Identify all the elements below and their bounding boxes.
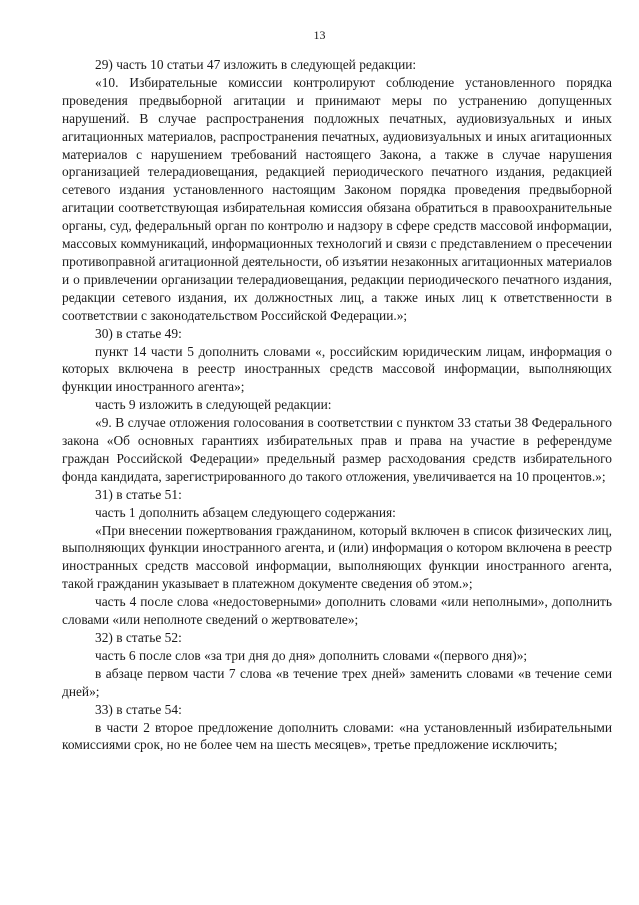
paragraph-quote-part-9: «9. В случае отложения голосования в соответствии с пунктом 33 статьи 38 Федерального закона «Об основных гарантиях избирательных прав и права на участие в референдуме граждан Российской Федерации» предельный размер расходования средств избирательного фонда кандидата, зарегистрированного до такого отложения, увеличивается на 10 процентов.»; [62,415,612,484]
paragraph-amend-clause-14: пункт 14 части 5 дополнить словами «, российским юридическим лицам, информация о которых включена в реестр иностранных средств массовой информации, выполняющих функции иностранного агента»; [62,343,612,395]
paragraph-item-29: 29) часть 10 статьи 47 изложить в следующей редакции: [95,57,417,72]
paragraph-part-1-heading: часть 1 дополнить абзацем следующего содержания: [95,504,396,520]
paragraph-item-30: 30) в статье 49: [95,325,182,341]
paragraph-part-9-heading: часть 9 изложить в следующей редакции: [95,397,332,413]
paragraph-item-32: 32) в статье 52: [95,630,182,645]
paragraph-part-7-amend: в абзаце первом части 7 слова «в течение трех дней» заменить словами «в течение семи дней»; [62,665,612,699]
paragraph-item-31: 31) в статье 51: [95,486,182,502]
paragraph-quote-part-10: «10. Избирательные комиссии контролируют соблюдение установленного порядка проведения предвыборной агитации и принимают меры по устранению допущенных нарушений. В случае распространения подложных печатных, аудиовизуальных и иных агитационных материалов, распространения печатных, аудиовизуальных и иных агитационных материалов с нарушением требований настоящего Закона, а также в случае нарушения организацией телерадиовещания, редакцией периодического печатного издания, редакцией сетевого издания установленного настоящим Законом порядка проведения предвыборной агитации соответствующая избирательная комиссия обязана обратиться в правоохранительные органы, суд, федеральный орган по контролю и надзору в сфере средств массовой информации, массовых коммуникаций, информационных технологий и связи с представлением о пресечении противоправной агитационной деятельности, об изъятии незаконных агитационных материалов и о привлечении организации телерадиовещания, редакции периодического печатного издания, редакции сетевого издания, их должностных лиц, а также иных лиц к ответственности в соответствии с законодательством Российской Федерации.»; [62,74,612,323]
paragraph-item-33: 33) в статье 54: [95,701,182,717]
paragraph-part-6-amend: часть 6 после слов «за три дня до дня» дополнить словами «(первого дня)»; [95,647,528,663]
document-body [62,56,612,754]
page-number: 13 [313,28,326,42]
paragraph-part-2-amend: в части 2 второе предложение дополнить словами: «на установленный избирательными комиссиями срок, но не более чем на шесть месяцев», третье предложение исключить; [62,719,612,753]
paragraph-part-4-amend: часть 4 после слова «недостоверными» дополнить словами «или неполными», дополнить словами «или неполноте сведений о жертвователе»; [62,594,612,628]
paragraph-quote-donation: «При внесении пожертвования гражданином, который включен в список физических лиц, выполняющих функции иностранного агента, и (или) информация о котором включена в реестр иностранных средств массовой информации, выполняющих функции иностранного агента, такой гражданин указывает в платежном документе сведения об этом.»; [62,522,612,592]
